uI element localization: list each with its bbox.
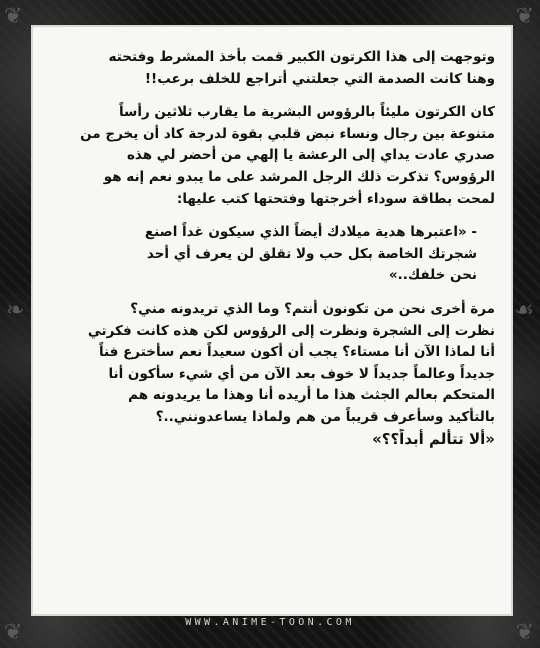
flourish-icon: ❦ [4, 4, 23, 29]
text-line: نظرت إلى الشجرة ونظرت إلى الرؤوس لكن هذه كانت فكرتي [87, 322, 495, 339]
site-watermark: WWW.ANIME-TOON.COM [185, 617, 355, 628]
quote-line: - «اعتبرها هدية ميلادك أيضاً الذي سيكون غداً اصنع [144, 224, 477, 241]
text-line: الرؤوس؟ تذكرت ذلك الرجل المرشد على ما يبدو نعم إنه هو [103, 168, 495, 185]
text-line: أنا لماذا الآن أنا مستاء؟ يجب أن أكون سعيداً نعم سأخترع فناً [98, 344, 495, 361]
flourish-icon: ❦ [515, 620, 534, 645]
text-line: المتحكم بعالم الجثث هذا ما أريده أنا وهذا ما يريدونه هم [128, 387, 495, 404]
text-line: وتوجهت إلى هذا الكرتون الكبير قمت بأخذ المشرط وفتحته [108, 49, 495, 65]
text-line: متنوعة بين رجال ونساء نبض قلبي بقوة لدرجة كاد أن يخرج من [80, 125, 495, 142]
text-line: وهنا كانت الصدمة التي جعلتني أتراجع للخلف برعب!! [144, 70, 495, 87]
page-text [47, 47, 495, 450]
text-line: جديداً وعالماً جديداً لا خوف بعد الآن من أي شيء سأكون أنا [108, 365, 495, 382]
flourish-icon: ❦ [4, 620, 23, 645]
flourish-icon: ☙ [514, 298, 534, 323]
quote-line: شجرتك الخاصة بكل حب ولا تقلق لن يعرف أي أحد [146, 245, 477, 262]
text-line: كان الكرتون مليئاً بالرؤوس البشرية ما يقارب ثلاثين رأساً [118, 104, 495, 121]
text-line: لمحت بطاقة سوداء أخرجتها وفتحتها كتب عليها: [176, 190, 495, 207]
text-line: بالتأكيد وسأعرف قريباً من هم ولماذا يساعدونني..؟ [155, 408, 495, 425]
book-page [33, 27, 511, 614]
flourish-icon: ❦ [515, 4, 534, 29]
closing-question: «ألا تتألم أبداً؟؟» [372, 429, 495, 448]
quote-line: نحن خلفك..» [388, 267, 477, 284]
flourish-icon: ❧ [6, 298, 25, 323]
text-line: مرة أخرى نحن من تكونون أنتم؟ وما الذي تريدونه مني؟ [130, 300, 495, 317]
text-line: صدري عادت يداي إلى الرعشة يا إلهي من أحضر لي هذه [126, 147, 495, 164]
